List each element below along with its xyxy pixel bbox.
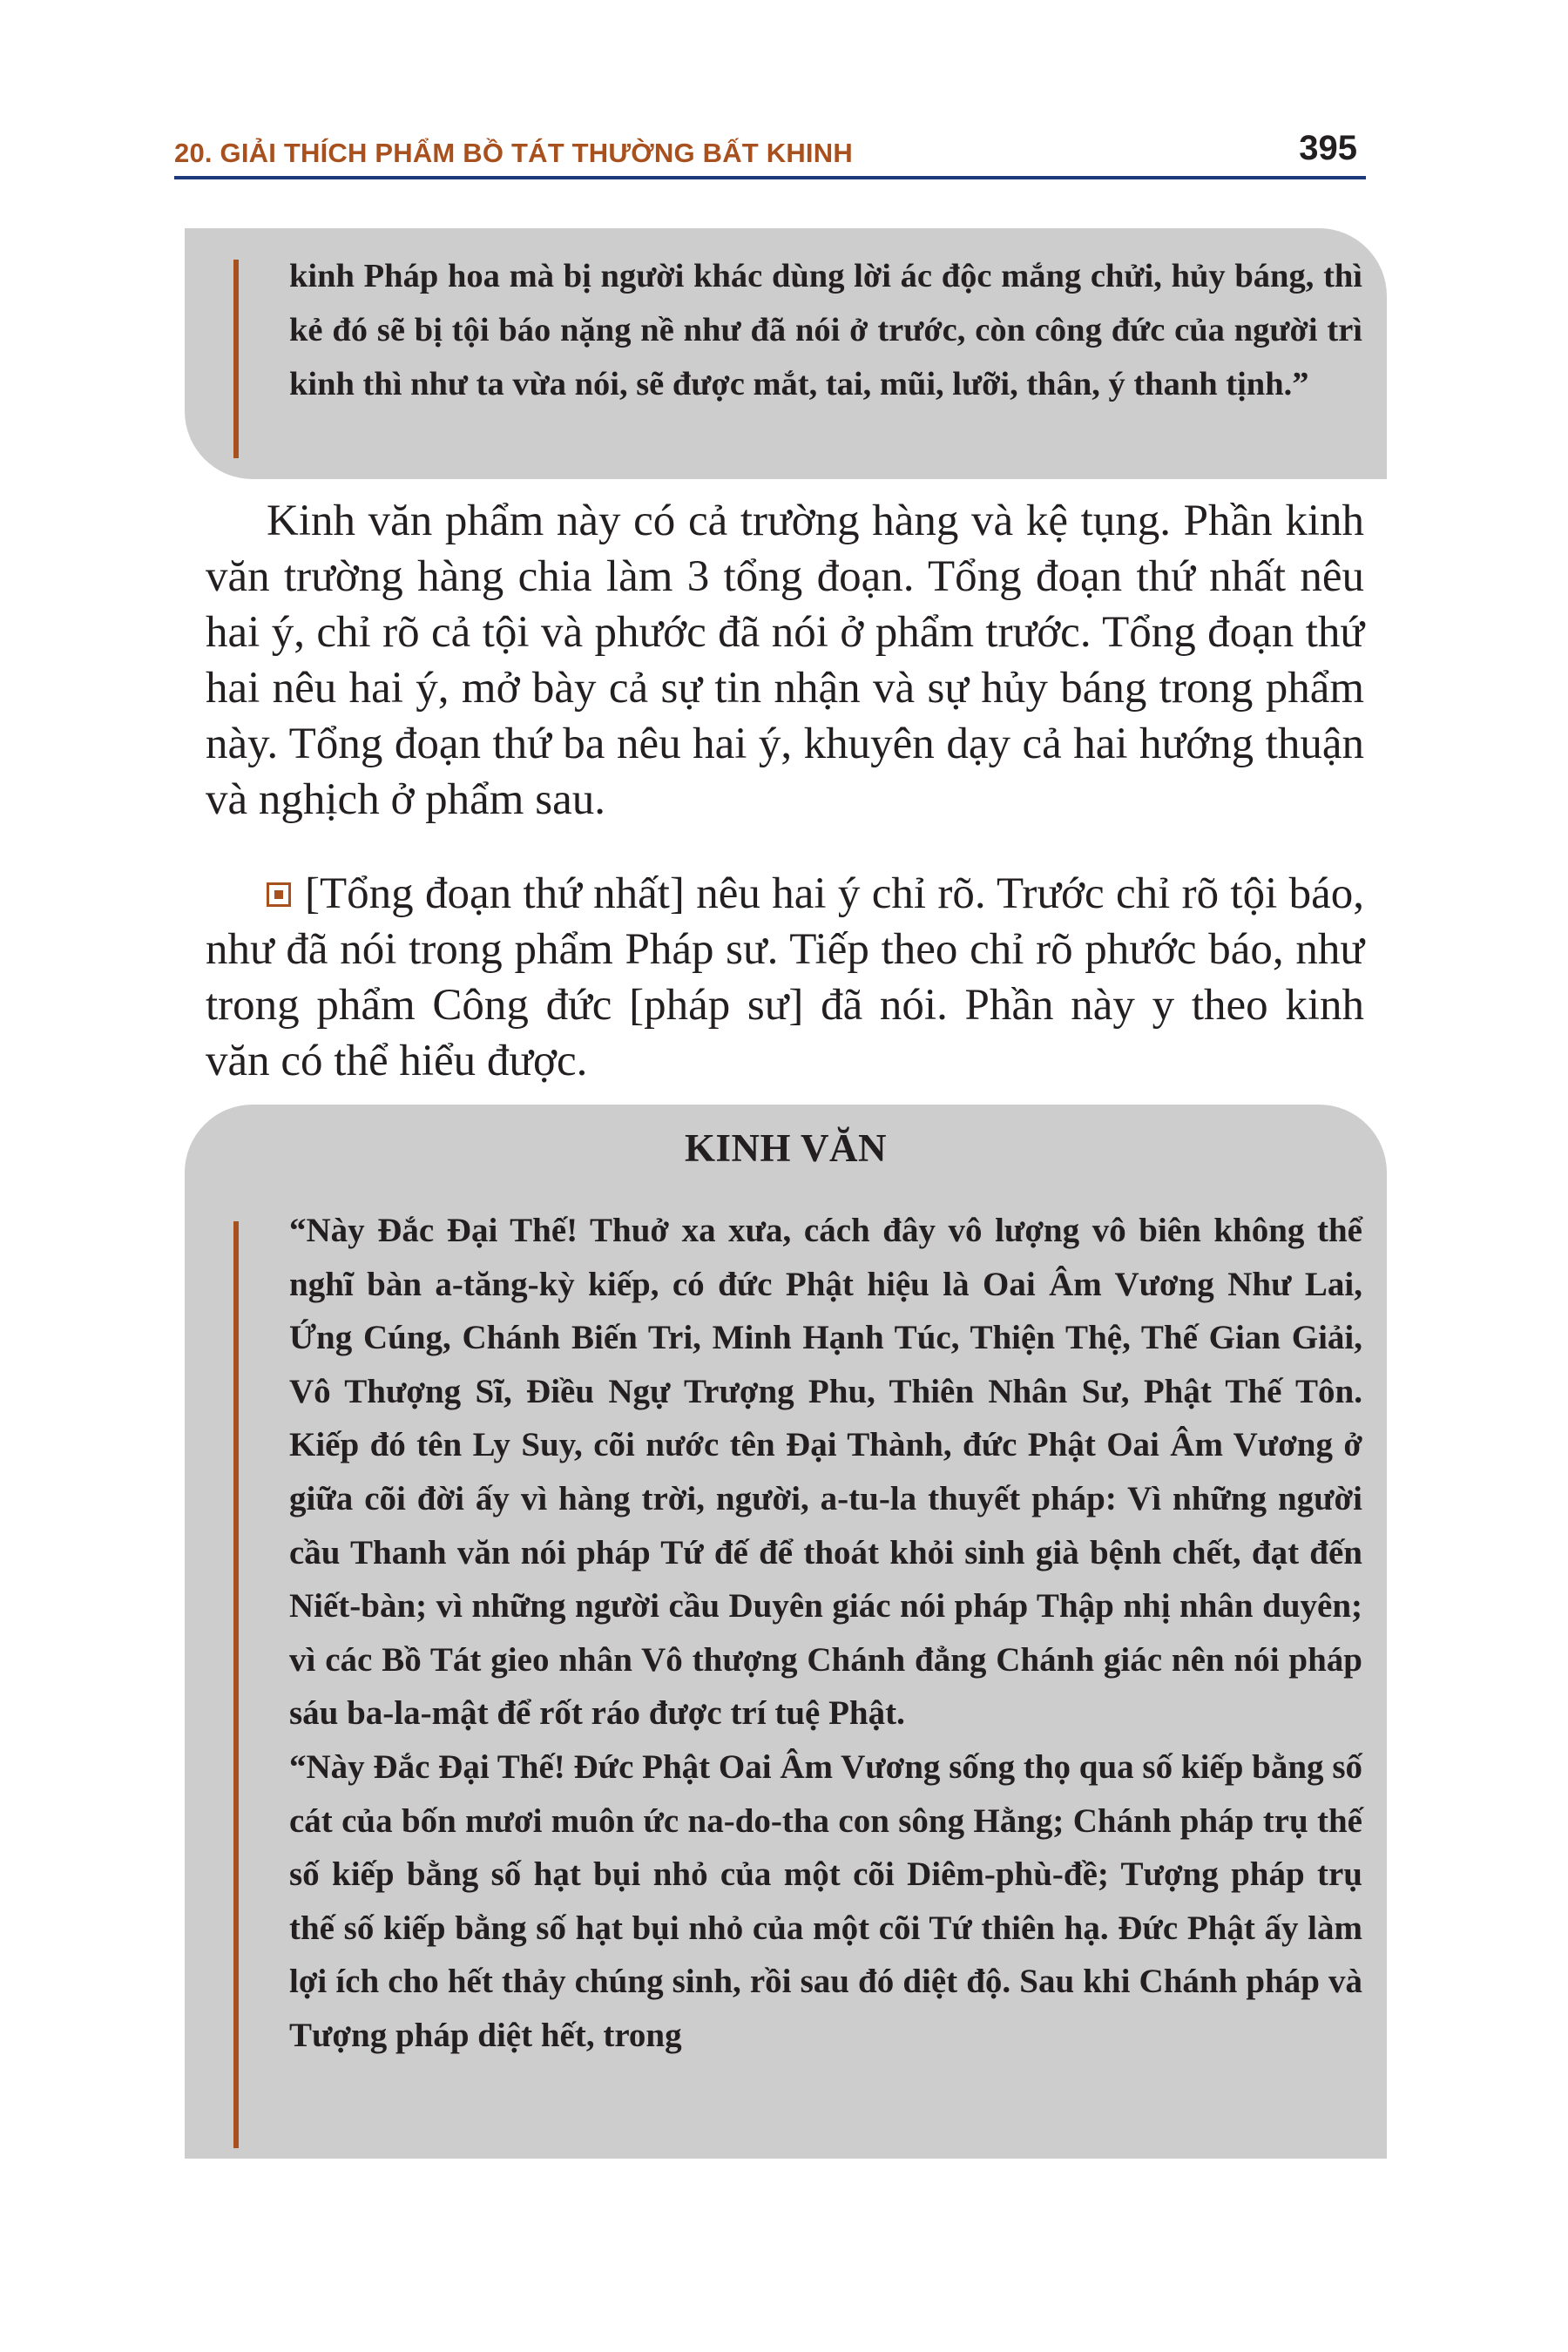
scripture-rule bbox=[233, 1221, 239, 2148]
page-number: 395 bbox=[1299, 129, 1357, 167]
scripture-box bbox=[185, 1105, 1387, 2159]
body-paragraph-1: Kinh văn phẩm này có cả trường hàng và kệ tụng. Phần kinh văn trường hàng chia làm 3 tổng đoạn. Tổng đoạn thứ nhất nêu hai ý, chỉ rõ cả tội và phước đã nói ở phẩm trước. Tổng đoạn thứ hai nêu hai ý, mở bày cả sự tin nhận và sự hủy báng trong phẩm này. Tổng đoạn thứ ba nêu hai ý, khuyên dạy cả hai hướng thuận và nghịch ở phẩm sau. bbox=[206, 497, 1364, 824]
quote-box bbox=[185, 228, 1387, 479]
body-paragraph-2-text: [Tổng đoạn thứ nhất] nêu hai ý chỉ rõ. Trước chỉ rõ tội báo, như đã nói trong phẩm Pháp sư. Tiếp theo chỉ rõ phước báo, như trong phẩm Công đức [pháp sư] đã nói. Phần này y theo kinh văn có thể hiểu được. bbox=[206, 869, 1364, 1085]
body-paragraph-2 bbox=[206, 866, 1364, 1089]
scripture-title: KINH VĂN bbox=[685, 1126, 887, 1170]
scripture-paragraph-2: “Này Đắc Đại Thế! Đức Phật Oai Âm Vương sống thọ qua số kiếp bằng số cát của bốn mươi muôn ức na-do-tha con sông Hằng; Chánh pháp trụ thế số kiếp bằng số hạt bụi nhỏ của một cõi Diêm-phù-đề; Tượng pháp trụ thế số kiếp bằng số hạt bụi nhỏ của một cõi Tứ thiên hạ. Đức Phật ấy làm lợi ích cho hết thảy chúng sinh, rồi sau đó diệt độ. Sau khi Chánh pháp và Tượng pháp diệt hết, trong bbox=[289, 1747, 1362, 2054]
quote-rule bbox=[233, 260, 239, 458]
quote-text: kinh Pháp hoa mà bị người khác dùng lời ác độc mắng chửi, hủy báng, thì kẻ đó sẽ bị tội báo nặng nề như đã nói ở trước, còn công đức của người trì kinh thì như ta vừa nói, sẽ được mắt, tai, mũi, lưỡi, thân, ý thanh tịnh.” bbox=[289, 258, 1362, 402]
scripture-paragraph-1: “Này Đắc Đại Thế! Thuở xa xưa, cách đây vô lượng vô biên không thể nghĩ bàn a-tăng-kỳ kiếp, có đức Phật hiệu là Oai Âm Vương Như Lai, Ứng Cúng, Chánh Biến Tri, Minh Hạnh Túc, Thiện Thệ, Thế Gian Giải, Vô Thượng Sĩ, Điều Ngự Trượng Phu, Thiên Nhân Sư, Phật Thế Tôn. Kiếp đó tên Ly Suy, cõi nước tên Đại Thành, đức Phật Oai Âm Vương ở giữa cõi đời ấy vì hàng trời, người, a-tu-la thuyết pháp: Vì những người cầu Thanh văn nói pháp Tứ đế để thoát khỏi sinh già bệnh chết, đạt đến Niết-bàn; vì những người cầu Duyên giác nói pháp Thập nhị nhân duyên; vì các Bồ Tát gieo nhân Vô thượng Chánh đẳng Chánh giác nên nói pháp sáu ba-la-mật để rốt ráo được trí tuệ Phật. bbox=[289, 1212, 1362, 1733]
chapter-title: 20. GIẢI THÍCH PHẨM BỒ TÁT THƯỜNG BẤT KHINH bbox=[174, 138, 853, 168]
running-header bbox=[174, 124, 1366, 179]
scripture-text bbox=[289, 1204, 1362, 2063]
square-bullet-icon bbox=[267, 882, 291, 907]
